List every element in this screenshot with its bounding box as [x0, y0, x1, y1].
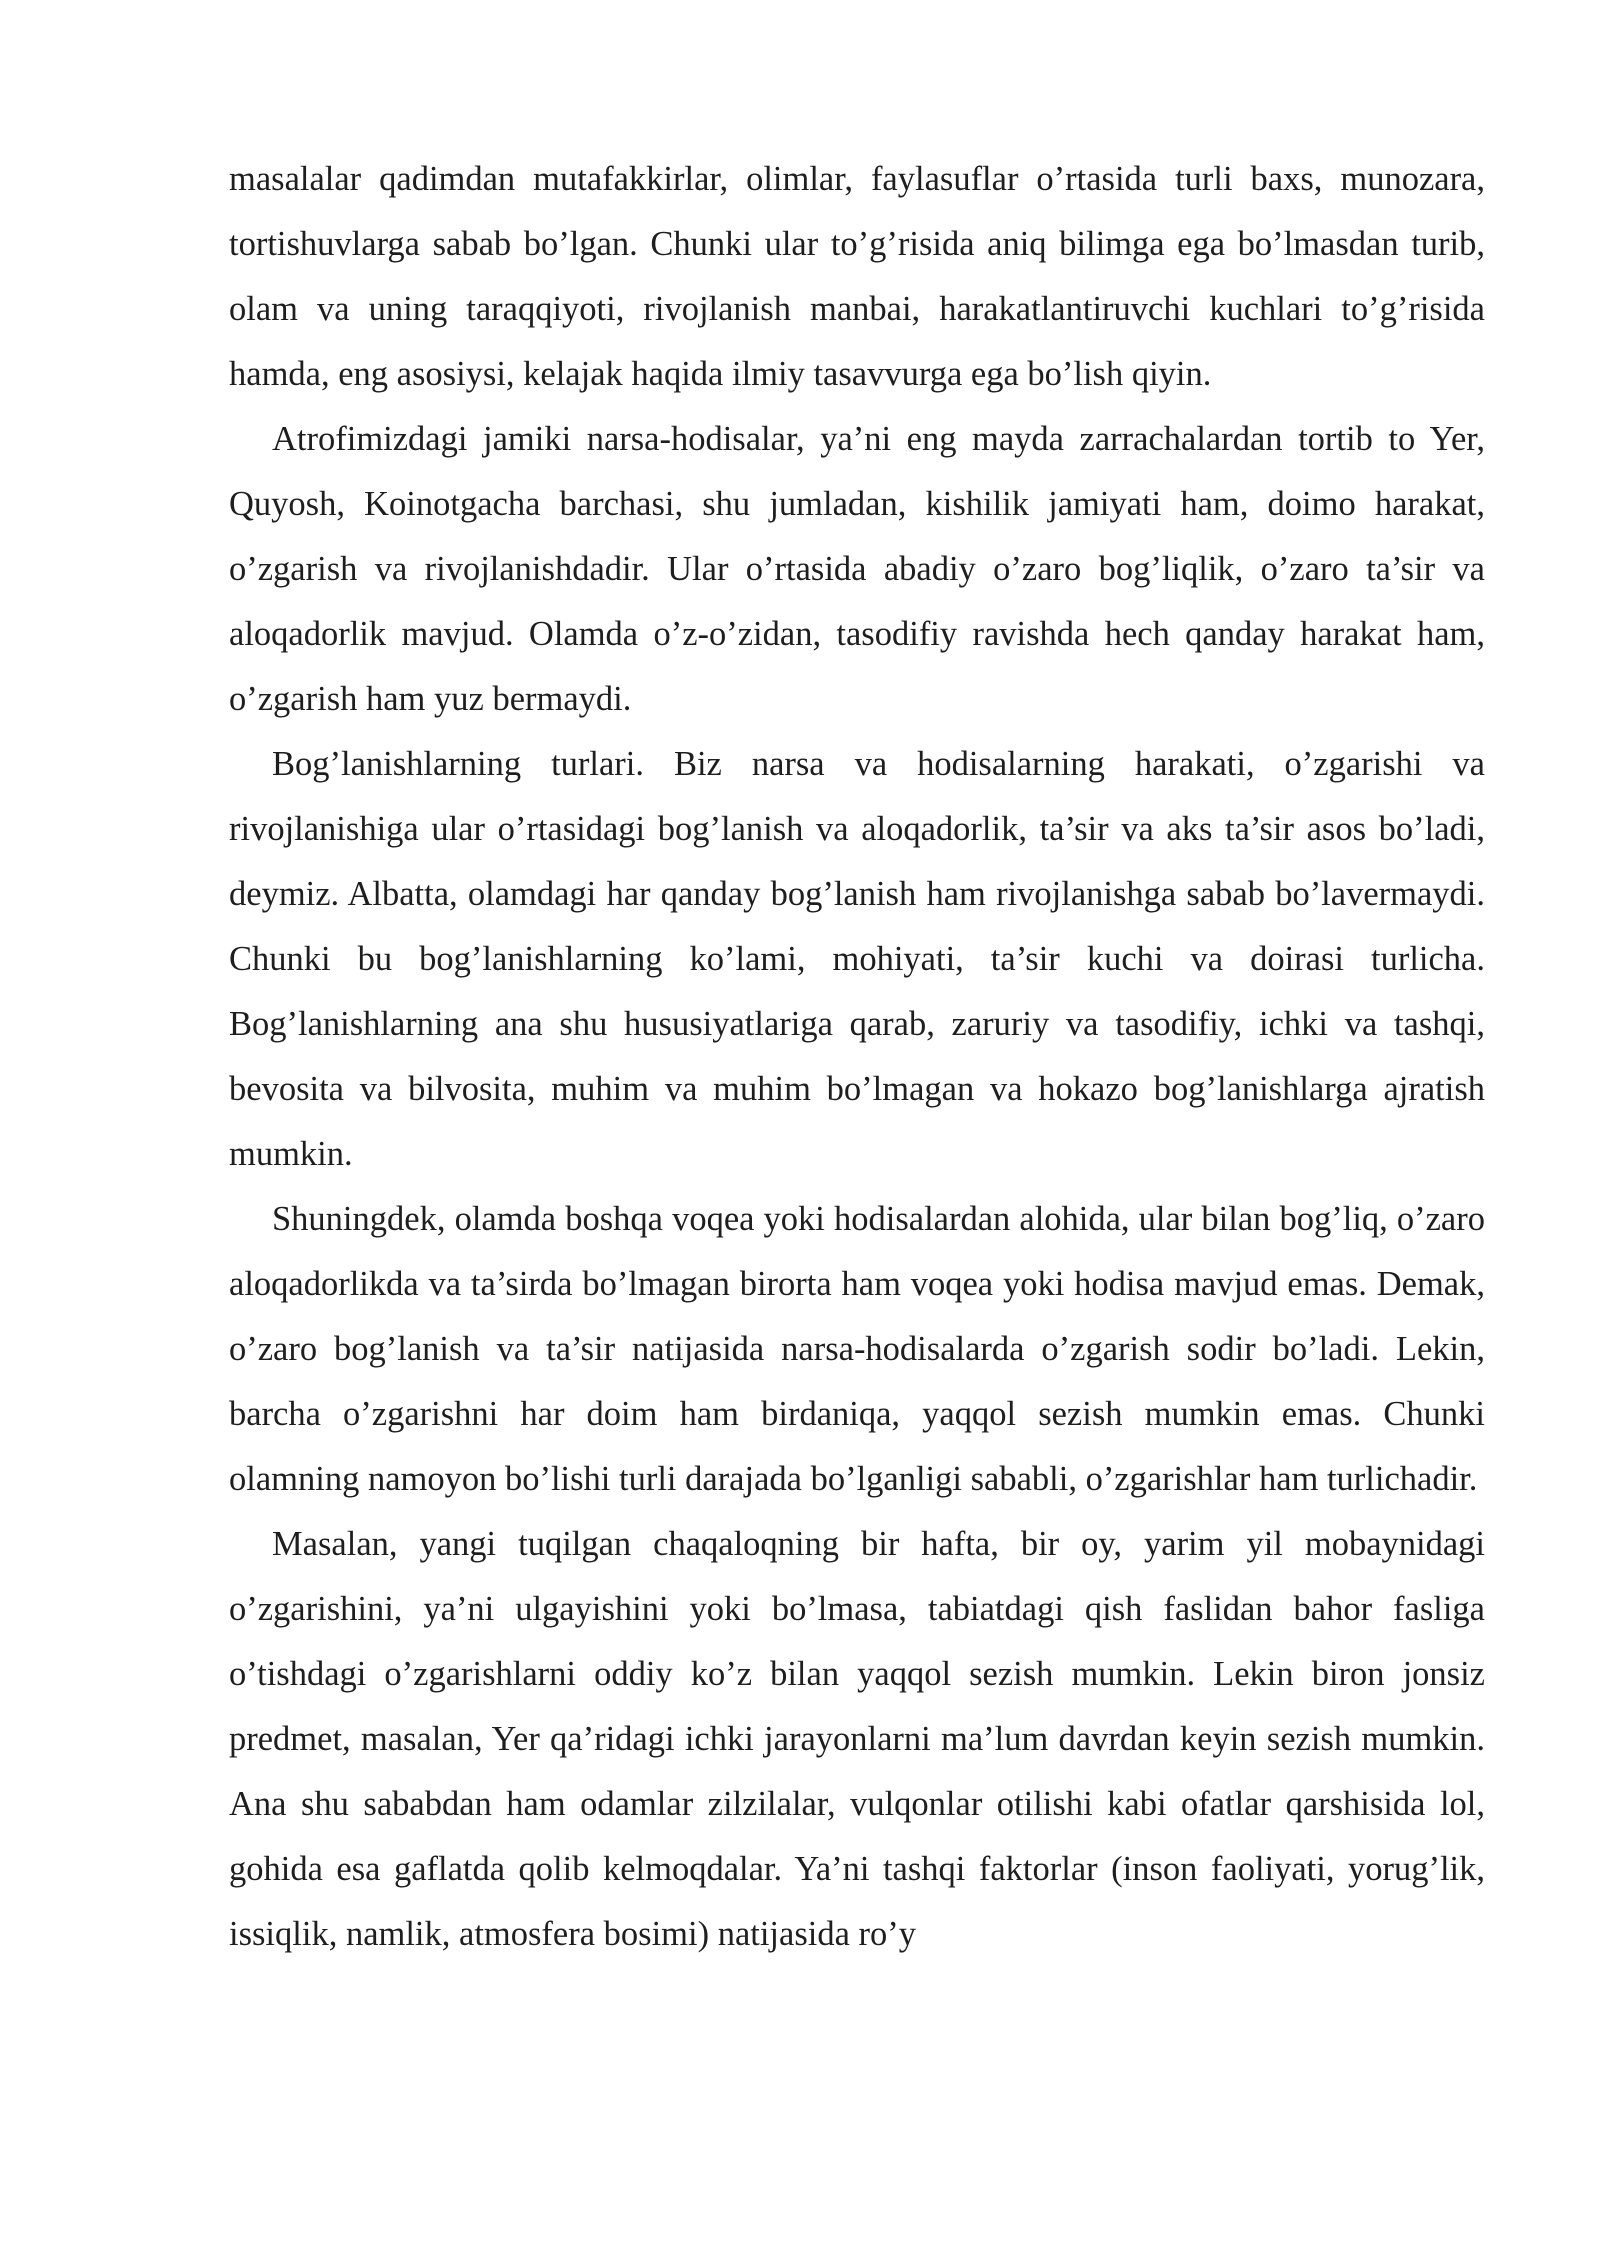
paragraph-2: Atrofimizdagi jamiki narsa-hodisalar, ya’ni eng mayda zarrachalardan tortib to Yer, Quyosh, Koinotgacha barchasi, shu jumladan, kishilik jamiyati ham, doimo harakat, o’zgarish va rivojlanishdadir. Ular o’rtasida abadiy o’zaro bog’liqlik, o’zaro ta’sir va aloqadorlik mavjud. Olamda o’z-o’zidan, tasodifiy ravishda hech qanday harakat ham, o’zgarish ham yuz bermaydi.: [229, 420, 1485, 718]
paragraph-1: masalalar qadimdan mutafakkirlar, olimlar, faylasuflar o’rtasida turli baxs, munozara, tortishuvlarga sabab bo’lgan. Chunki ular to’g’risida aniq bilimga ega bo’lmasdan turib, olam va uning taraqqiyoti, rivojlanish manbai, harakatlantiruvchi kuchlari to’g’risida hamda, eng asosiysi, kelajak haqida ilmiy tasavvurga ega bo’lish qiyin.: [229, 160, 1485, 393]
paragraph-3: Bog’lanishlarning turlari. Biz narsa va hodisalarning harakati, o’zgarishi va rivojlanishiga ular o’rtasidagi bog’lanish va aloqadorlik, ta’sir va aks ta’sir asos bo’ladi, deymiz. Albatta, olamdagi har qanday bog’lanish ham rivojlanishga sabab bo’lavermaydi. Chunki bu bog’lanishlarning ko’lami, mohiyati, ta’sir kuchi va doirasi turlicha. Bog’lanishlarning ana shu hususiyatlariga qarab, zaruriy va tasodifiy, ichki va tashqi, bevosita va bilvosita, muhim va muhim bo’lmagan va hokazo bog’lanishlarga ajratish mumkin.: [229, 745, 1485, 1173]
document-page: [229, 147, 1485, 1967]
paragraph-5: Masalan, yangi tuqilgan chaqaloqning bir hafta, bir oy, yarim yil mobaynidagi o’zgarishini, ya’ni ulgayishini yoki bo’lmasa, tabiatdagi qish faslidan bahor fasliga o’tishdagi o’zgarishlarni oddiy ko’z bilan yaqqol sezish mumkin. Lekin biron jonsiz predmet, masalan, Yer qa’ridagi ichki jarayonlarni ma’lum davrdan keyin sezish mumkin. Ana shu sababdan ham odamlar zilzilalar, vulqonlar otilishi kabi ofatlar qarshisida lol, gohida esa gaflatda qolib kelmoqdalar. Ya’ni tashqi faktorlar (inson faoliyati, yorug’lik, issiqlik, namlik, atmosfera bosimi) natijasida ro’y: [229, 1525, 1485, 1953]
paragraph-4: Shuningdek, olamda boshqa voqea yoki hodisalardan alohida, ular bilan bog’liq, o’zaro aloqadorlikda va ta’sirda bo’lmagan birorta ham voqea yoki hodisa mavjud emas. Demak, o’zaro bog’lanish va ta’sir natijasida narsa-hodisalarda o’zgarish sodir bo’ladi. Lekin, barcha o’zgarishni har doim ham birdaniqa, yaqqol sezish mumkin emas. Chunki olamning namoyon bo’lishi turli darajada bo’lganligi sababli, o’zgarishlar ham turlichadir.: [229, 1200, 1485, 1498]
